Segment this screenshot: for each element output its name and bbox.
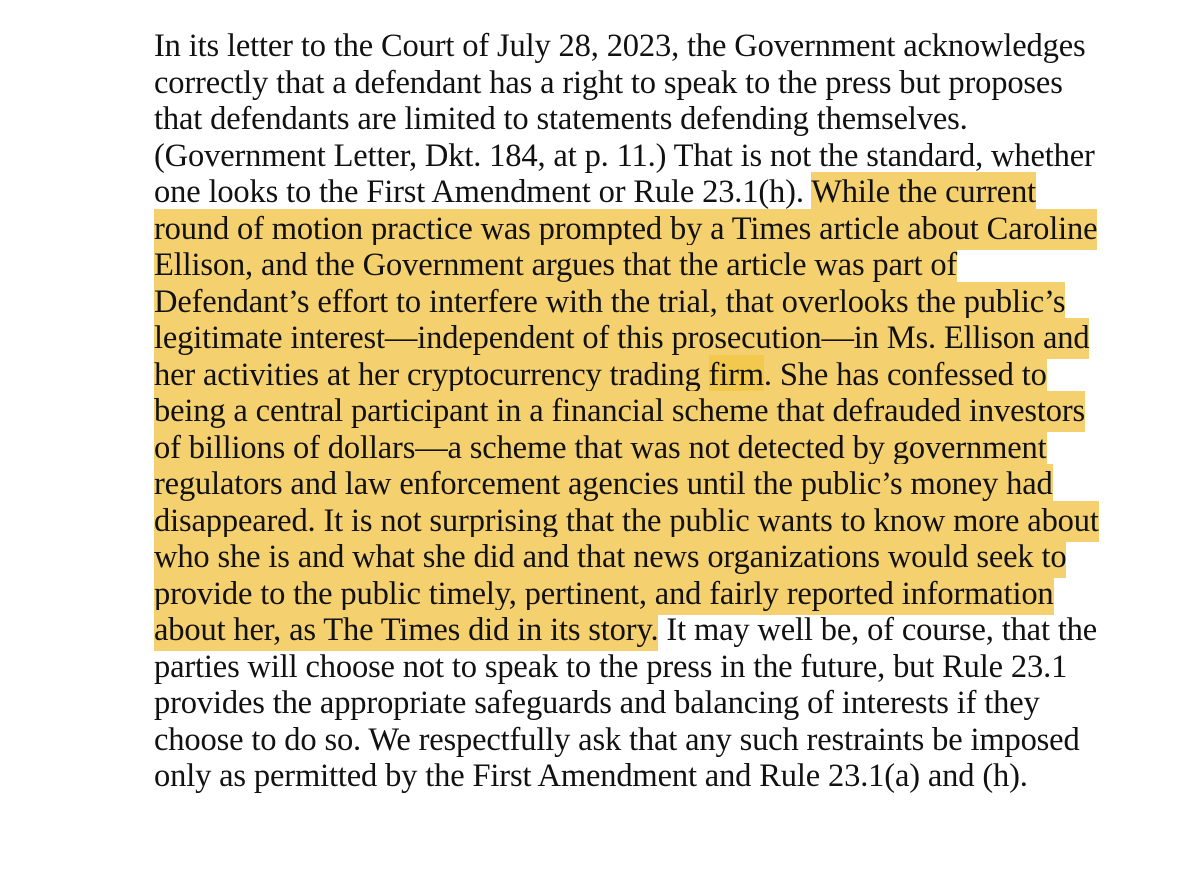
plain-text: one looks to the First Amendment or Rule 23.1(h). (154, 174, 812, 210)
text-line (154, 685, 1154, 722)
text-line (154, 393, 1154, 430)
highlighted-text: round of motion practice was prompted by a Times article about Caroline (154, 210, 1098, 247)
highlighted-text: disappeared. It is not surprising that the public wants to know more about (154, 502, 1099, 539)
text-line (154, 539, 1154, 576)
text-line (154, 28, 1154, 65)
text-line (154, 101, 1154, 138)
plain-text: that defendants are limited to statements defending themselves. (154, 101, 968, 137)
highlighted-text: . She has confessed to (763, 356, 1047, 393)
highlighted-text: being a central participant in a financial scheme that defrauded investors (154, 393, 1086, 429)
text-line (154, 649, 1154, 686)
highlighted-text: Ellison, and the Government argues that the article was part of (154, 247, 958, 283)
plain-text: It may well be, of course, that the (658, 612, 1098, 648)
plain-text: only as permitted by the First Amendment and Rule 23.1(a) and (h). (154, 758, 1028, 794)
text-line (154, 174, 1154, 211)
text-line (154, 320, 1154, 357)
text-line (154, 466, 1154, 503)
highlighted-text: regulators and law enforcement agencies until the public’s money had (154, 466, 1053, 502)
highlighted-text: provide to the public timely, pertinent, and fairly reported information (154, 575, 1054, 612)
emphasis-highlight: firm (708, 356, 764, 393)
highlighted-text: legitimate interest—independent of this prosecution—in Ms. Ellison and (154, 320, 1090, 356)
text-line (154, 576, 1154, 613)
text-line (154, 284, 1154, 321)
text-line (154, 758, 1154, 795)
text-line (154, 612, 1154, 649)
highlighted-text: about her, as The Times did in its story. (154, 612, 659, 648)
highlighted-text: of billions of dollars—a scheme that was not detected by government (154, 429, 1047, 466)
plain-text: choose to do so. We respectfully ask that any such restraints be imposed (154, 721, 1080, 758)
text-line (154, 430, 1154, 467)
plain-text: (Government Letter, Dkt. 184, at p. 11.) That is not the standard, whether (154, 137, 1095, 174)
plain-text: provides the appropriate safeguards and balancing of interests if they (154, 685, 1040, 721)
text-line (154, 503, 1154, 540)
highlighted-text: While the current (811, 174, 1037, 210)
text-line (154, 138, 1154, 175)
highlighted-text: who she is and what she did and that news organizations would seek to (154, 539, 1067, 575)
plain-text: In its letter to the Court of July 28, 2023, the Government acknowledges (154, 28, 1086, 64)
text-line (154, 211, 1154, 248)
plain-text: correctly that a defendant has a right to speak to the press but proposes (154, 64, 1063, 101)
text-line (154, 65, 1154, 102)
highlighted-paragraph (154, 28, 1154, 795)
highlighted-text: her activities at her cryptocurrency trading (154, 356, 709, 393)
highlighted-text: Defendant’s effort to interfere with the trial, that overlooks the public’s (154, 283, 1066, 320)
text-line (154, 247, 1154, 284)
text-line (154, 357, 1154, 394)
text-line (154, 722, 1154, 759)
plain-text: parties will choose not to speak to the press in the future, but Rule 23.1 (154, 648, 1068, 685)
